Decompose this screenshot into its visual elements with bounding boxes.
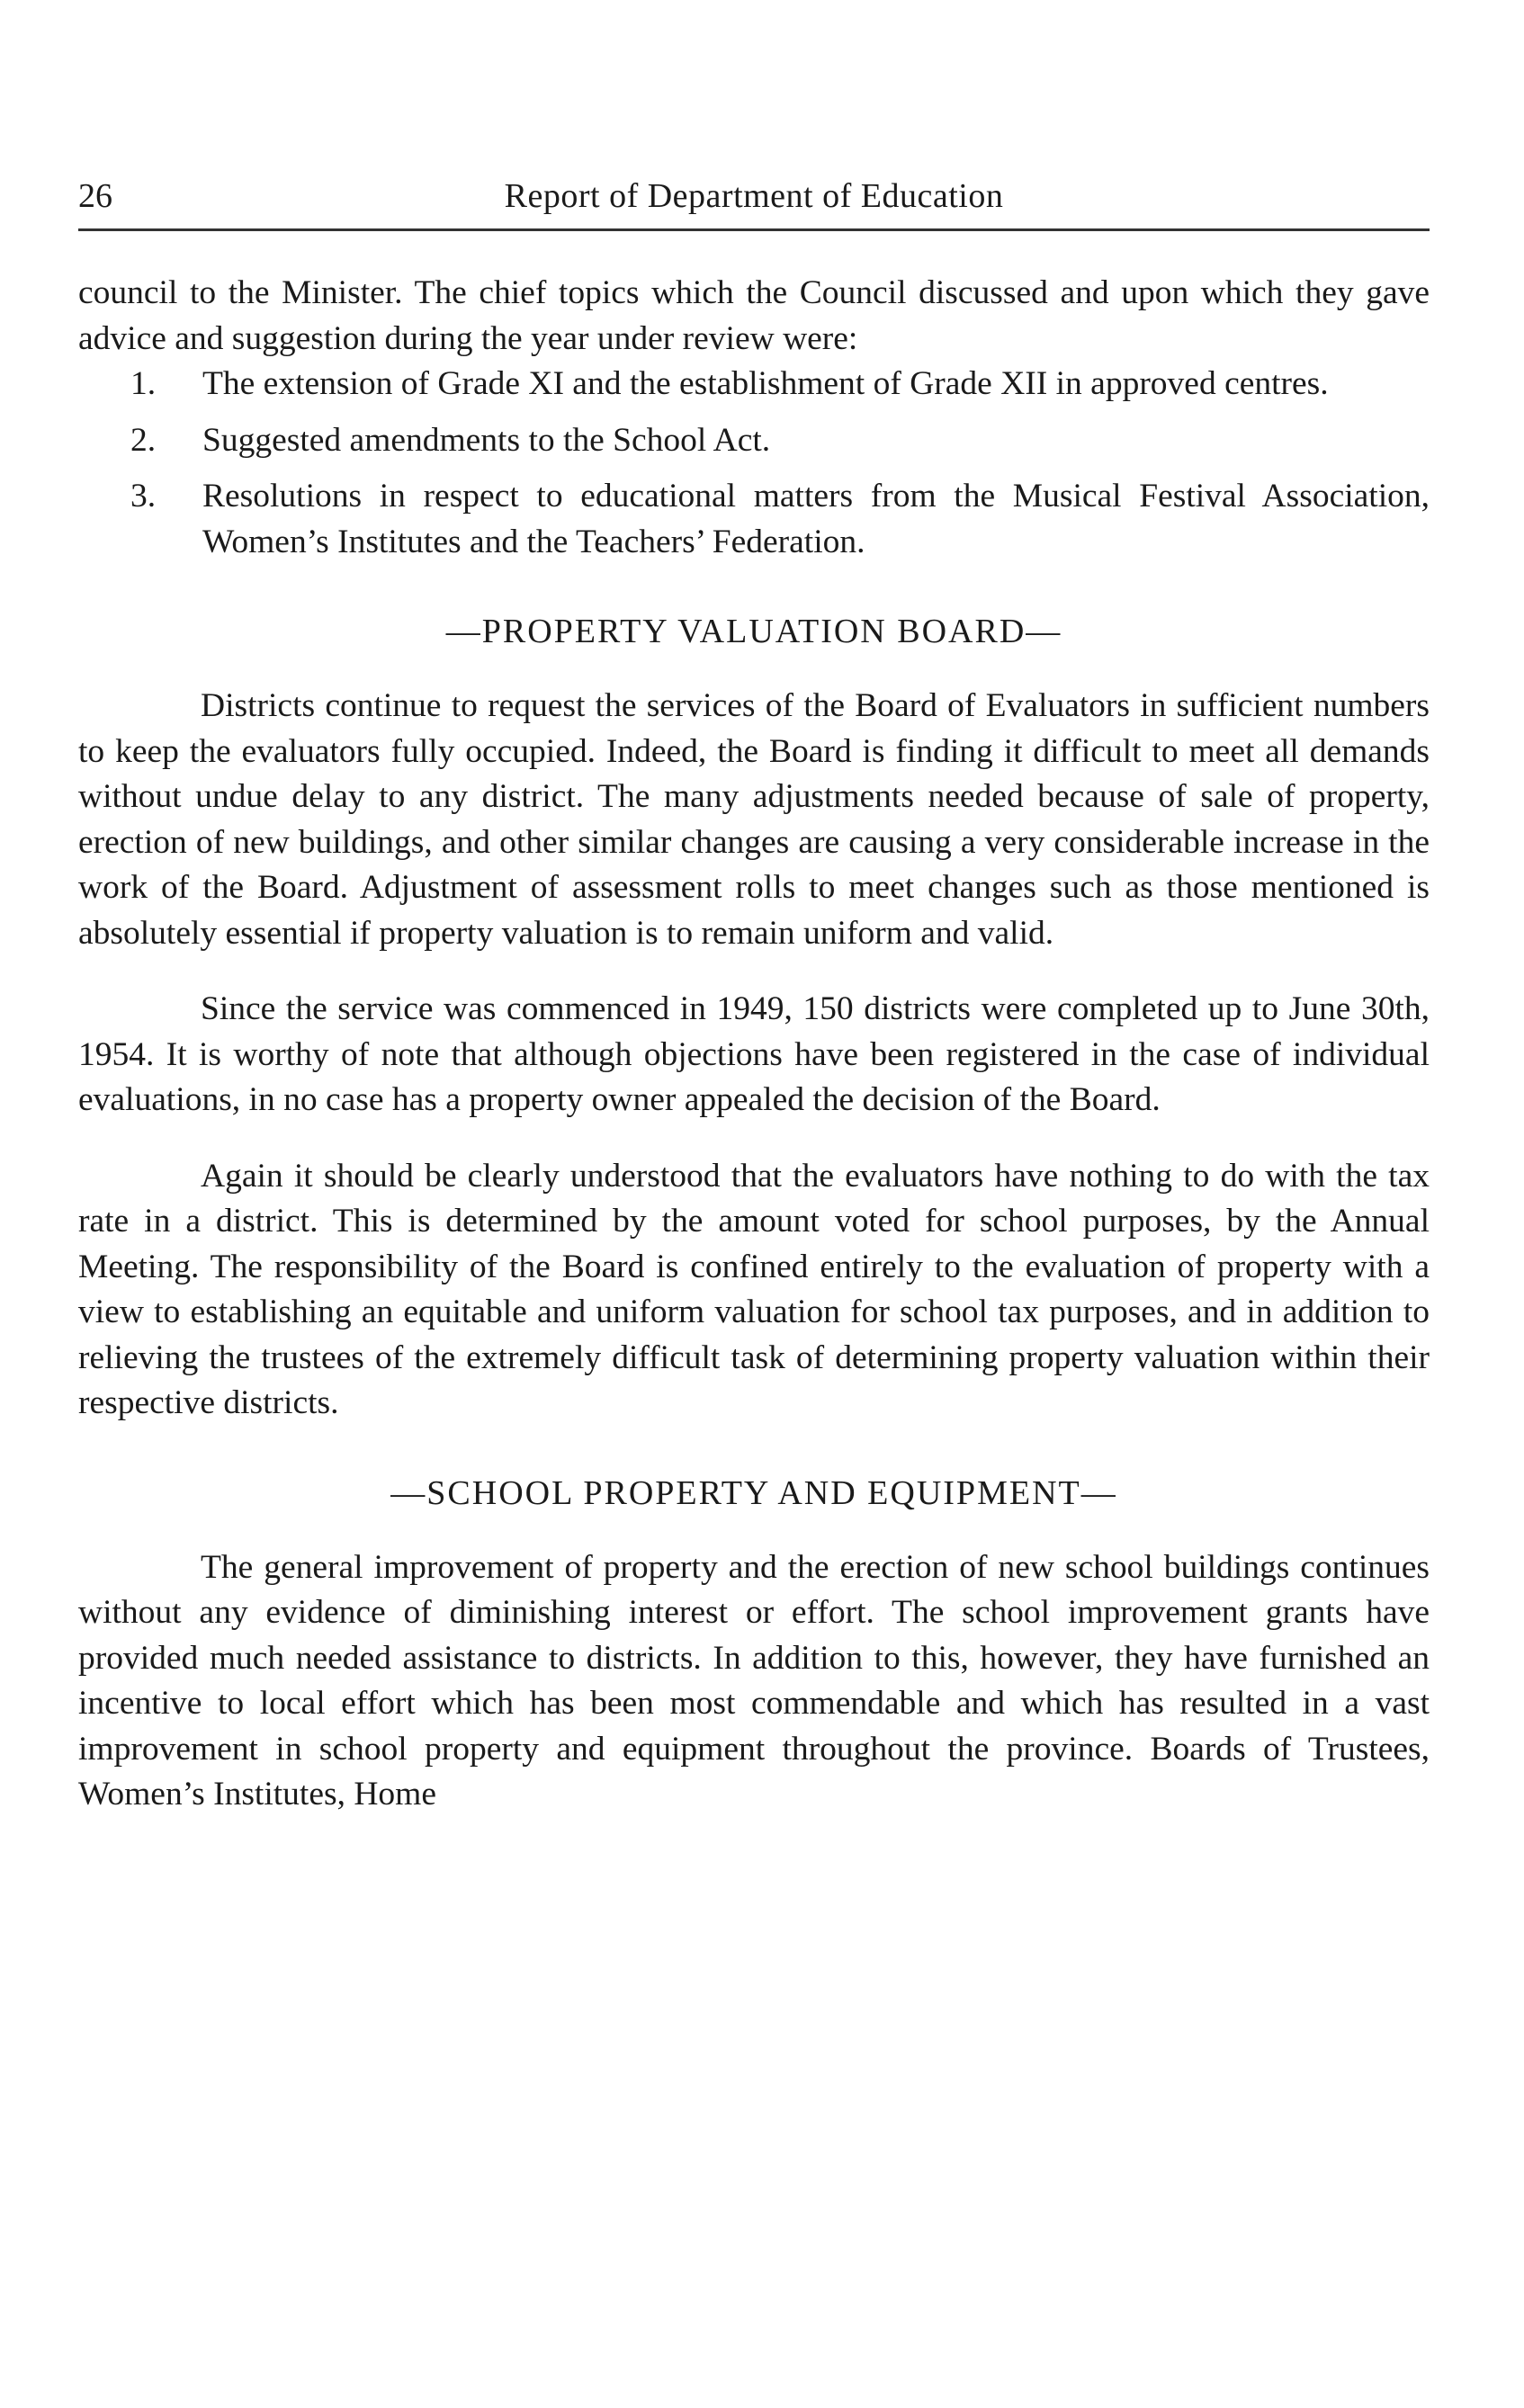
running-header — [78, 171, 1430, 221]
page-body — [78, 271, 1430, 1818]
valuation-paragraph: Again it should be clearly understood that the evaluators have nothing to do with the tax rate in a district. This is determined by the amount voted for school purposes, by the Annual Meeting. The responsibility of the Board is confined entirely to the evaluation of property with a view to establishing an equitable and uniform valuation for school tax purposes, and in addition to relieving the trustees of the extremely difficult task of determining property valuation within their respective districts. — [78, 1157, 1430, 1421]
intro-paragraph: council to the Minister. The chief topics which the Council discussed and upon which they gave advice and suggestion during the year under review were: — [78, 274, 1430, 357]
valuation-paragraph: Districts continue to request the services of the Board of Evaluators in sufficient numbers to keep the evaluators fully occupied. Indeed, the Board is finding it difficult to meet all demands without undue delay to any district. The many adjustments needed because of sale of property, erection of new buildings, and other similar changes are causing a very considerable increase in the work of the Board. Adjustment of assessment rolls to meet changes such as those mentioned is absolutely essential if property valuation is to remain uniform and valid. — [78, 687, 1430, 952]
list-item — [78, 362, 1430, 407]
running-header-title: Report of Department of Education — [504, 177, 1004, 215]
header-rule — [78, 228, 1430, 231]
list-item-text: The extension of Grade XI and the establishment of Grade XII in approved centres. — [202, 365, 1329, 402]
list-item — [78, 474, 1430, 565]
list-item-text: Suggested amendments to the School Act. — [202, 421, 771, 459]
list-item-number: 1. — [130, 365, 157, 402]
report-page — [78, 171, 1430, 1818]
list-item-number: 2. — [130, 421, 157, 459]
council-topics-list — [78, 362, 1430, 565]
section-heading-property-valuation: —PROPERTY VALUATION BOARD— — [445, 613, 1062, 650]
section-heading-school-property: —SCHOOL PROPERTY AND EQUIPMENT— — [390, 1473, 1117, 1512]
list-item — [78, 418, 1430, 464]
valuation-paragraph: Since the service was commenced in 1949, 150 districts were completed up to June 30th, 1954. It is worthy of note that although objections have been registered in the case of individual evaluations, in no case has a property owner appealed the decision of the Board. — [78, 990, 1430, 1118]
list-item-number: 3. — [130, 478, 157, 515]
list-item-text: Resolutions in respect to educational matters from the Musical Festival Association, Women’s Institutes and the Teachers’ Federation. — [202, 478, 1430, 560]
school-property-paragraph: The general improvement of property and the erection of new school buildings continues without any evidence of diminishing interest or effort. The school improvement grants have provided much needed assistance to districts. In addition to this, however, they have furnished an incentive to local effort which has been most commendable and which has resulted in a vast improvement in school property and equipment throughout the province. Boards of Trustees, Women’s Institutes, Home — [78, 1548, 1430, 1813]
page-number: 26 — [78, 177, 112, 215]
